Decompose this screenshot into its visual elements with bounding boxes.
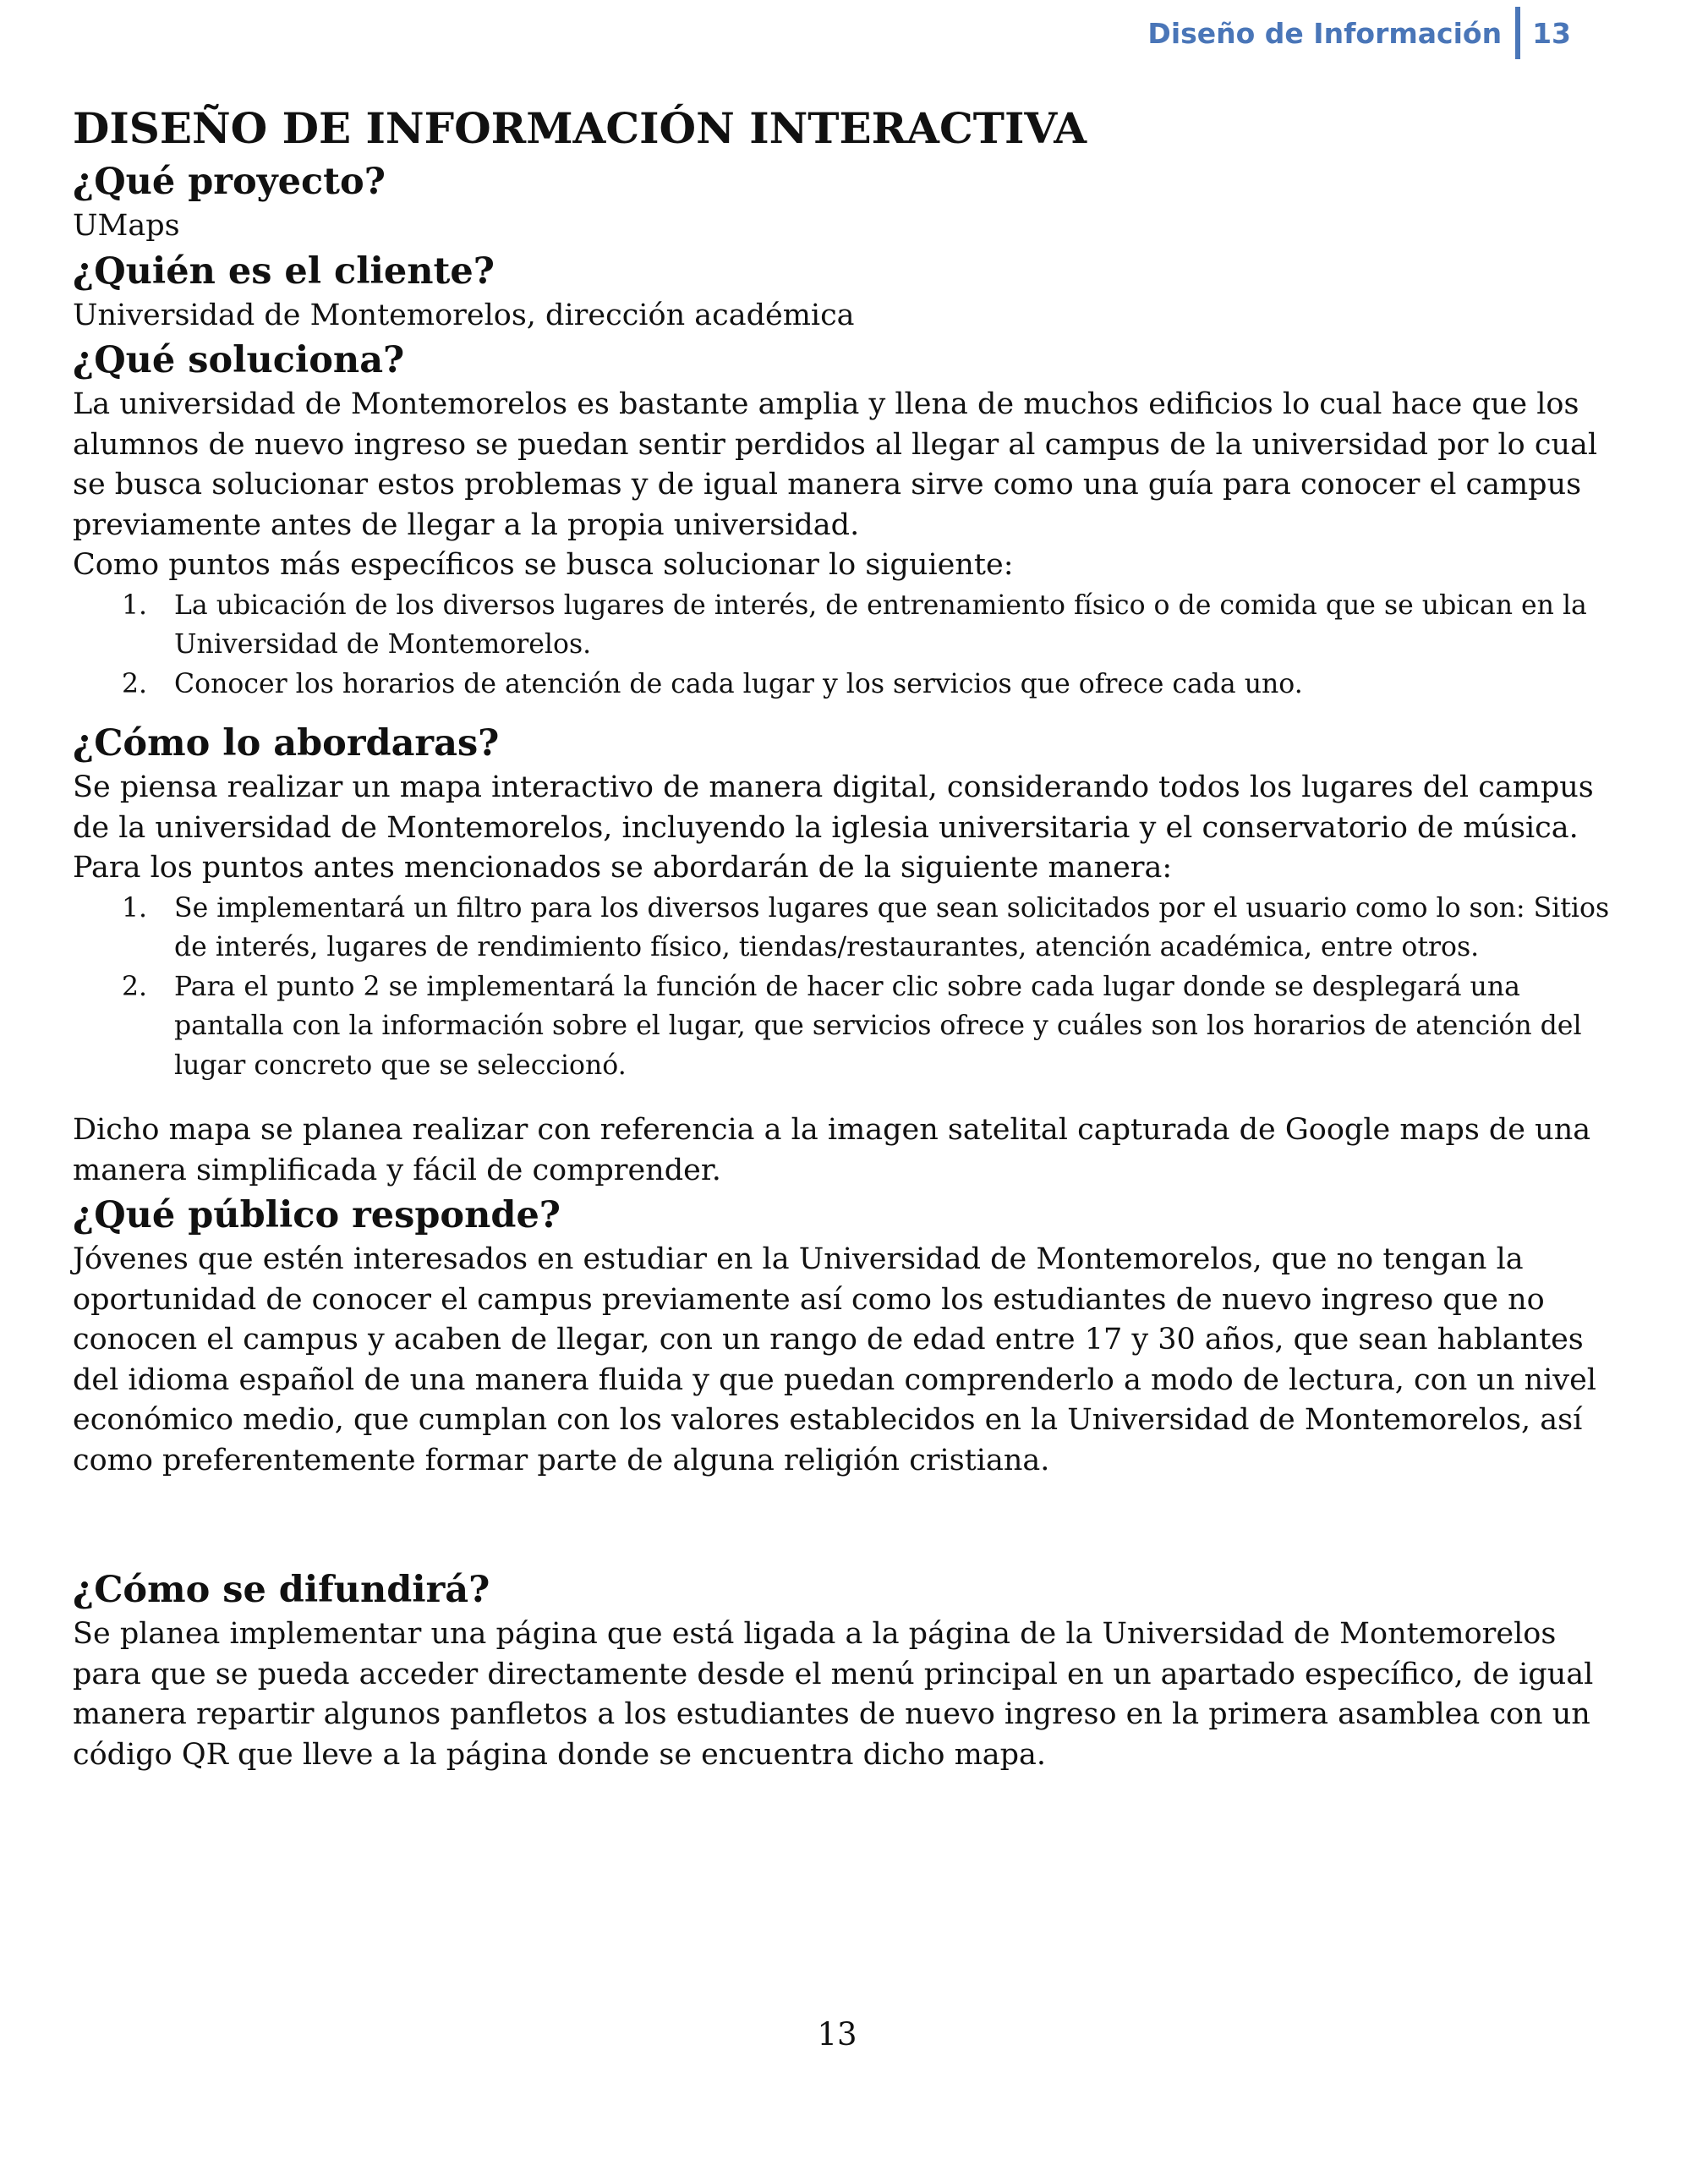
header-page-number: 13 — [1532, 16, 1571, 50]
list-soluciona — [73, 586, 1629, 704]
text-abordaras: Se piensa realizar un mapa interactivo de manera digital, considerando todos los lugares del campus de la universidad de Montemorelos, incluyendo la iglesia universitaria y el conservatorio de música. — [73, 770, 1594, 845]
intro-abordaras: Para los puntos antes mencionados se abordarán de la siguiente manera: — [73, 851, 1173, 885]
list-abordaras — [73, 889, 1629, 1086]
heading-soluciona: ¿Qué soluciona? — [73, 339, 405, 381]
text-publico: Jóvenes que estén interesados en estudiar en la Universidad de Montemorelos, que no tengan la oportunidad de conocer el campus previamente así como los estudiantes de nuevo ingreso que no conocen el campus y acaben de llegar, con un rango de edad entre 17 y 30 años, que sean hablantes del idioma español de una manera fluida y que puedan comprenderlo a modo de lectura, con un nivel económico medio, que cumplan con los valores establecidos en la Universidad de Montemorelos, así como preferentemente formar parte de alguna religión cristiana. — [73, 1242, 1596, 1477]
spacer — [73, 1085, 1629, 1110]
list-item: Se implementará un filtro para los diversos lugares que sean solicitados por el usuario como lo son: Sitios de interés, lugares de rendimiento físico, tiendas/restaurantes, atención académica, entre otros. — [174, 892, 1610, 962]
list-item: Para el punto 2 se implementará la función de hacer clic sobre cada lugar donde se desplegará una pantalla con la información sobre el lugar, que servicios ofrece y cuáles son los horarios de atención del lugar concreto que se seleccionó. — [174, 971, 1582, 1081]
list-item: Conocer los horarios de atención de cada lugar y los servicios que ofrece cada uno. — [174, 668, 1303, 699]
document-body — [73, 100, 1629, 1775]
spacer — [73, 704, 1629, 719]
list-item: La ubicación de los diversos lugares de interés, de entrenamiento físico o de comida que se ubican en la Universidad de Montemorelos. — [174, 589, 1587, 660]
heading-abordaras: ¿Cómo lo abordaras? — [73, 722, 500, 765]
text-difundira: Se planea implementar una página que está ligada a la página de la Universidad de Montemorelos para que se pueda acceder directamente desde el menú principal en un apartado específico, de igual manera repartir algunos panfletos a los estudiantes de nuevo ingreso en la primera asamblea con un código QR que lleve a la página donde se encuentra dicho mapa. — [73, 1617, 1594, 1772]
text-soluciona: La universidad de Montemorelos es bastante amplia y llena de muchos edificios lo cual hace que los alumnos de nuevo ingreso se puedan sentir perdidos al llegar al campus de la universidad por lo cual se busca solucionar estos problemas y de igual manera sirve como una guía para conocer el campus previamente antes de llegar a la propia universidad. — [73, 387, 1598, 542]
header-divider — [1515, 7, 1520, 59]
document-title: DISEÑO DE INFORMACIÓN INTERACTIVA — [73, 103, 1087, 153]
heading-difundira: ¿Cómo se difundirá? — [73, 1569, 490, 1611]
running-header — [1147, 7, 1571, 59]
spacer — [73, 1481, 1629, 1565]
heading-publico: ¿Qué público responde? — [73, 1194, 561, 1236]
text-cliente: Universidad de Montemorelos, dirección académica — [73, 298, 855, 332]
text-proyecto: UMaps — [73, 209, 180, 243]
page-number-footer: 13 — [817, 2016, 857, 2053]
heading-proyecto: ¿Qué proyecto? — [73, 161, 386, 203]
header-title: Diseño de Información — [1147, 16, 1503, 50]
heading-cliente: ¿Quién es el cliente? — [73, 249, 495, 293]
intro-soluciona: Como puntos más específicos se busca solucionar lo siguiente: — [73, 548, 1014, 582]
closing-abordaras: Dicho mapa se planea realizar con referencia a la imagen satelital capturada de Google maps de una manera simplificada y fácil de comprender. — [73, 1113, 1591, 1187]
